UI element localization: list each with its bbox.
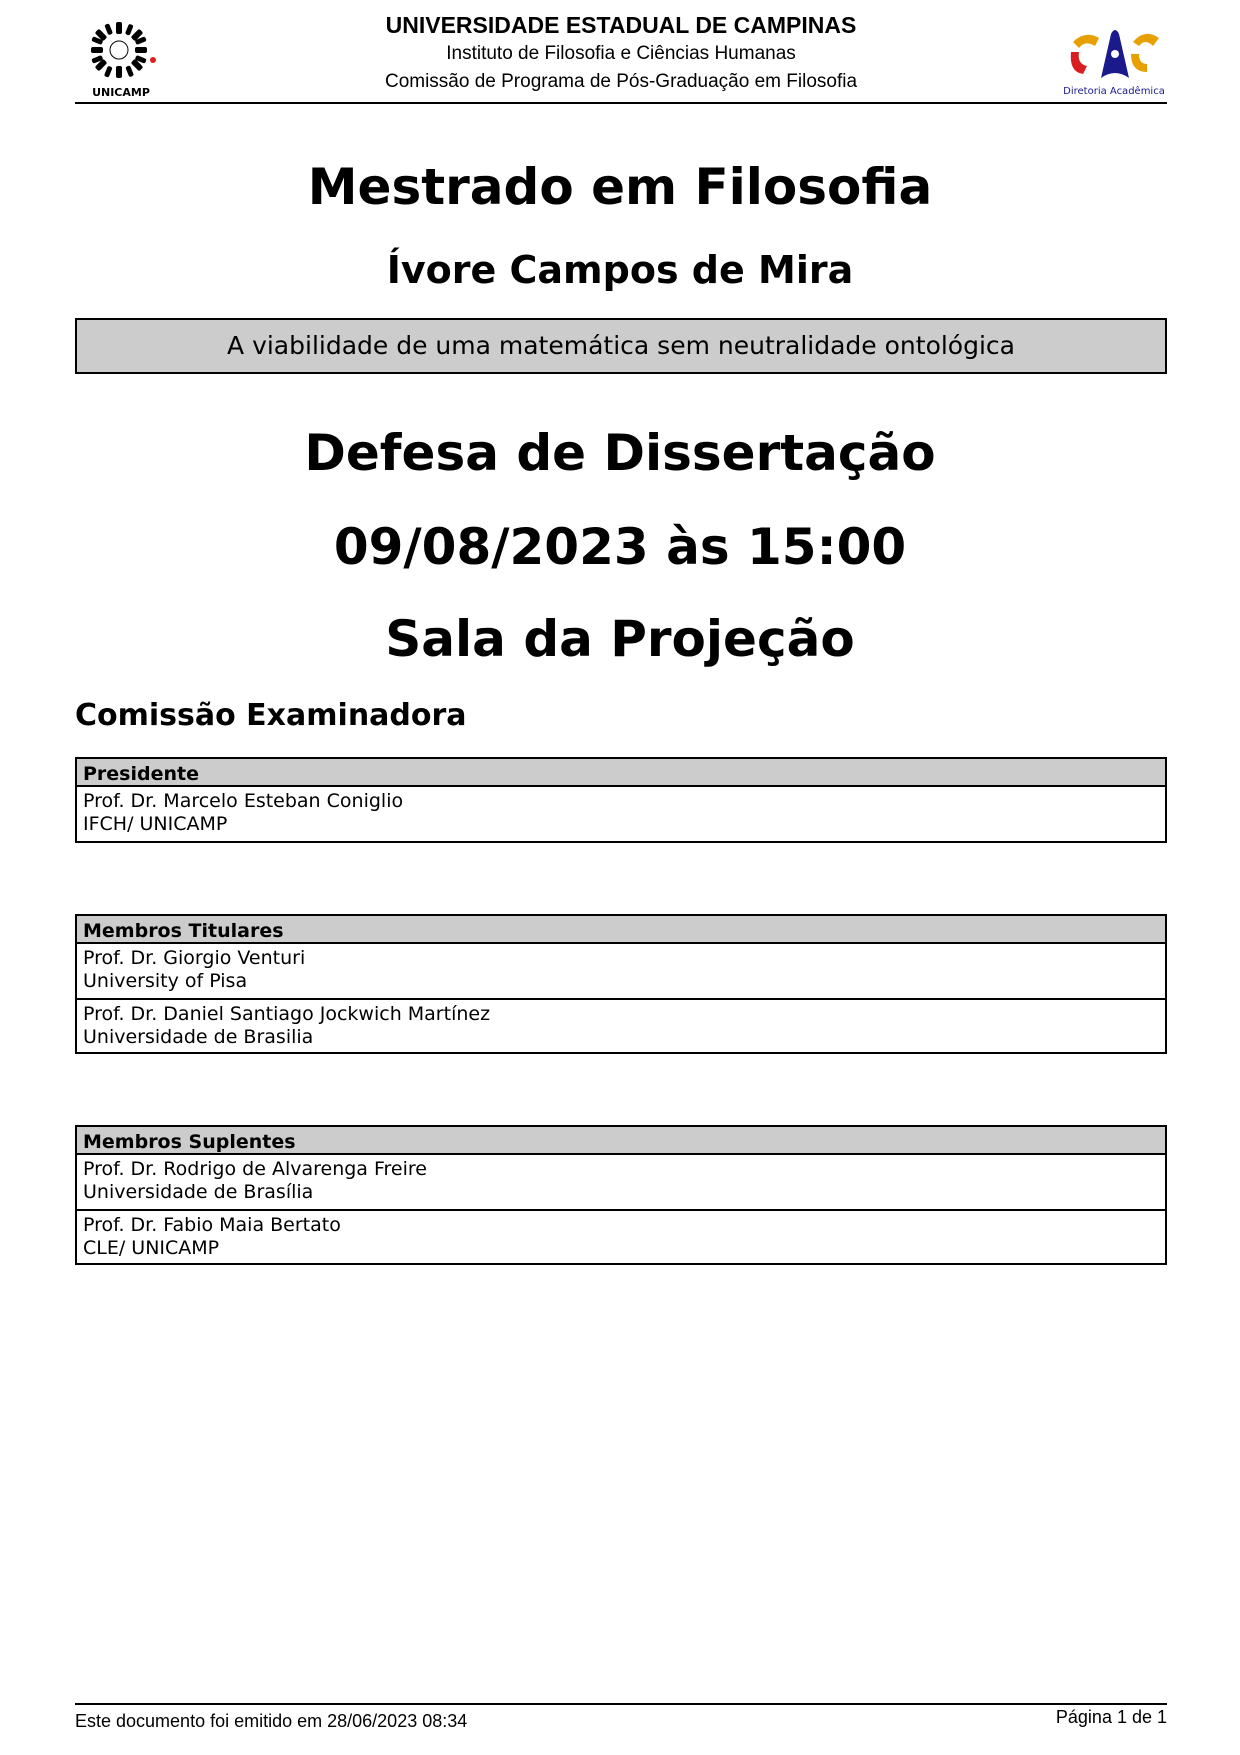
header-text-block	[275, 10, 967, 96]
table-row	[77, 944, 1165, 998]
table-row	[77, 787, 1165, 841]
university-name: UNIVERSIDADE ESTADUAL DE CAMPINAS	[385, 12, 857, 38]
table-row	[77, 998, 1165, 1052]
commission-name: Comissão de Programa de Pós-Graduação em Filosofia	[384, 71, 858, 92]
titulares-header: Membros Titulares	[77, 916, 1165, 944]
unicamp-logo	[81, 16, 161, 100]
thesis-title-box	[75, 318, 1167, 374]
event-datetime: 09/08/2023 às 15:00	[333, 518, 907, 576]
page-header	[75, 8, 1167, 104]
member-institution: Universidade de Brasilia	[83, 1026, 314, 1048]
member-institution: IFCH/ UNICAMP	[83, 813, 228, 835]
member-name: Prof. Dr. Daniel Santiago Jockwich Martínez	[83, 1003, 491, 1025]
issued-date: Este documento foi emitido em 28/06/2023 08:34	[75, 1711, 468, 1731]
suplentes-header: Membros Suplentes	[77, 1127, 1165, 1155]
institute-name: Instituto de Filosofia e Ciências Humanas	[446, 43, 796, 64]
svg-text:Diretoria Acadêmica: Diretoria Acadêmica	[1063, 86, 1165, 97]
table-row	[77, 1209, 1165, 1263]
thesis-title: A viabilidade de uma matemática sem neutralidade ontológica	[227, 331, 1015, 360]
member-name: Prof. Dr. Giorgio Venturi	[83, 947, 306, 969]
member-institution: University of Pisa	[83, 970, 248, 992]
member-name: Prof. Dr. Rodrigo de Alvarenga Freire	[83, 1158, 427, 1180]
president-table	[75, 757, 1167, 843]
member-name: Prof. Dr. Fabio Maia Bertato	[83, 1214, 341, 1236]
member-name: Prof. Dr. Marcelo Esteban Coniglio	[83, 790, 404, 812]
page-footer	[75, 1703, 1167, 1731]
student-name: Ívore Campos de Mira	[386, 248, 854, 292]
page-number: Página 1 de 1	[1055, 1707, 1167, 1727]
event-room: Sala da Projeção	[385, 610, 855, 668]
degree-title: Mestrado em Filosofia	[307, 158, 933, 216]
titulares-table	[75, 914, 1167, 1054]
suplentes-table	[75, 1125, 1167, 1265]
table-row	[77, 1155, 1165, 1209]
committee-title: Comissão Examinadora	[75, 698, 467, 733]
diretoria-academica-logo	[1061, 22, 1167, 102]
president-header: Presidente	[77, 759, 1165, 787]
event-title: Defesa de Dissertação	[304, 424, 936, 482]
member-institution: CLE/ UNICAMP	[83, 1237, 220, 1259]
svg-text:UNICAMP: UNICAMP	[92, 86, 150, 99]
member-institution: Universidade de Brasília	[83, 1181, 314, 1203]
